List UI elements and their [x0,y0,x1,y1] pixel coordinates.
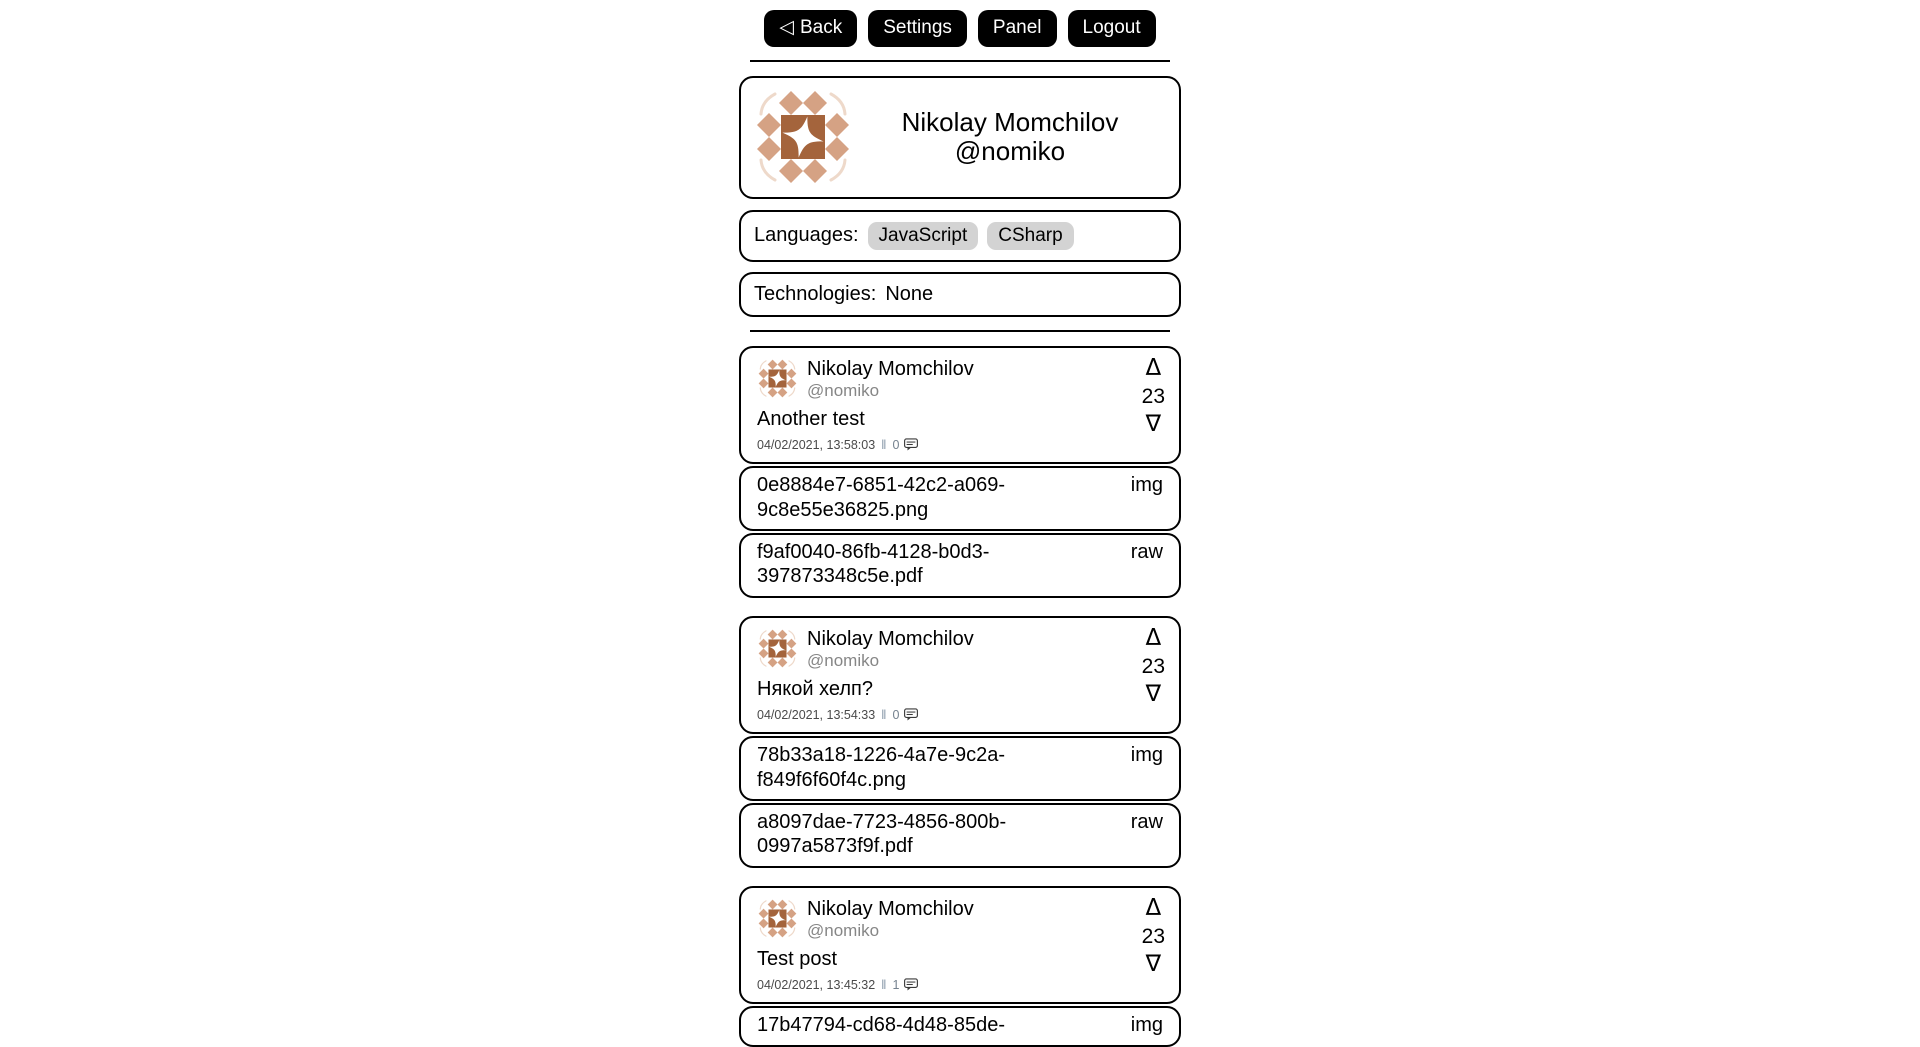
vote-count: 23 [1141,385,1165,409]
post-author-name: Nikolay Momchilov [807,897,974,920]
upvote-button[interactable]: Δ [1145,624,1162,651]
profile-page [739,0,1181,1047]
attachment-row[interactable] [739,533,1181,598]
comment-count: 1 [892,977,900,992]
downvote-button[interactable]: ∇ [1145,951,1162,978]
post-header [739,616,1181,734]
technologies-label: Technologies: [754,282,877,305]
post-author-lines [807,628,974,671]
attachment-filename: 0e8884e7-6851-42c2-a069-9c8e55e36825.png [757,474,1005,521]
attachment-filename: a8097dae-7723-4856-800b-0997a5873f9f.pdf [757,811,1007,858]
vote-controls [1142,896,1165,978]
comment-count: 0 [892,437,900,452]
languages-label: Languages: [754,224,859,247]
technologies-card [739,272,1181,317]
top-divider [750,60,1170,62]
panel-button[interactable]: Panel [978,10,1057,47]
downvote-button[interactable]: ∇ [1145,681,1162,708]
vote-count: 23 [1141,925,1165,949]
post-2 [739,616,1181,868]
post-title: Някой хелп? [757,678,873,701]
meta-separator-icon: ‖ [881,437,887,453]
attachment-row[interactable] [739,803,1181,868]
post-author-handle: @nomiko [807,920,880,940]
attachment-type-badge: img [1130,744,1163,767]
languages-card [739,210,1181,262]
profile-name-block [853,108,1167,168]
technologies-value: None [885,282,934,305]
profile-card [739,76,1181,199]
post-author-handle: @nomiko [807,650,880,670]
attachment-filename: 17b47794-cd68-4d48-85de- [757,1014,1005,1037]
language-tag-javascript: JavaScript [868,222,979,250]
attachment-type-badge: raw [1130,541,1163,564]
upvote-button[interactable]: Δ [1145,894,1162,921]
vote-controls [1142,626,1165,708]
post-timestamp: 04/02/2021, 13:54:33 [757,707,876,722]
post-author [757,624,1165,671]
comment-icon [904,708,918,721]
attachment-filename: 78b33a18-1226-4a7e-9c2a-f849f6f60f4c.png [757,744,1005,791]
back-button-label: Back [799,17,843,38]
post-author-avatar [757,628,798,669]
post-timestamp: 04/02/2021, 13:58:03 [757,437,876,452]
posts-divider [750,330,1170,332]
attachment-row[interactable] [739,736,1181,801]
profile-name: Nikolay Momchilov [901,106,1119,137]
back-icon: ◁ [779,17,794,38]
post-author-lines [807,358,974,401]
top-nav [739,10,1181,47]
post-author [757,894,1165,941]
post-meta [757,707,1165,722]
post-author-name: Nikolay Momchilov [807,357,974,380]
settings-button[interactable]: Settings [868,10,967,47]
profile-handle: @nomiko [954,136,1066,167]
logout-button[interactable]: Logout [1068,10,1156,47]
attachment-type-badge: img [1130,1014,1163,1037]
post-1 [739,346,1181,598]
post-title: Test post [757,948,838,971]
post-header [739,346,1181,464]
post-author-handle: @nomiko [807,380,880,400]
post-meta [757,977,1165,992]
attachment-filename: f9af0040-86fb-4128-b0d3-397873348c5e.pdf [757,541,990,588]
language-tag-csharp: CSharp [987,222,1073,250]
post-timestamp: 04/02/2021, 13:45:32 [757,977,876,992]
meta-separator-icon: ‖ [881,707,887,723]
attachment-row[interactable] [739,1006,1181,1046]
downvote-button[interactable]: ∇ [1145,411,1162,438]
post-meta [757,437,1165,452]
comment-icon [904,978,918,991]
post-author-avatar [757,358,798,399]
post-3 [739,886,1181,1047]
vote-count: 23 [1141,655,1165,679]
upvote-button[interactable]: Δ [1145,354,1162,381]
post-title: Another test [757,408,865,431]
attachment-type-badge: raw [1130,811,1163,834]
comment-count: 0 [892,707,900,722]
post-author-lines [807,898,974,941]
post-author-avatar [757,898,798,939]
post-author [757,354,1165,401]
meta-separator-icon: ‖ [881,977,887,993]
vote-controls [1142,356,1165,438]
attachment-row[interactable] [739,466,1181,531]
post-author-name: Nikolay Momchilov [807,627,974,650]
profile-avatar [753,87,853,187]
attachment-type-badge: img [1130,474,1163,497]
back-button[interactable] [764,10,857,47]
post-header [739,886,1181,1004]
comment-icon [904,438,918,451]
